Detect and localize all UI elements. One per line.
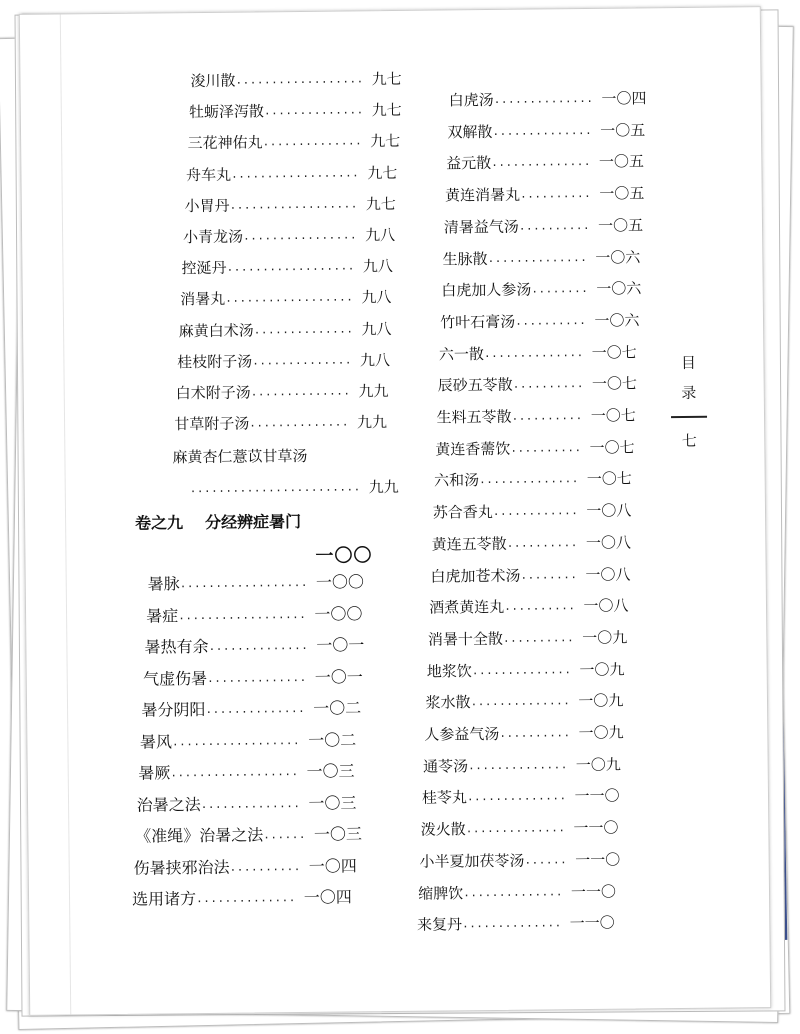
toc-entry-page: 一〇七 xyxy=(589,438,635,457)
toc-leader-dots: .............. xyxy=(483,345,584,360)
toc-entry-page: 一〇四 xyxy=(303,887,352,907)
toc-leader-dots: .............. xyxy=(463,884,564,899)
toc-entry-page: 一〇四 xyxy=(601,89,647,108)
toc-leader-dots: .............. xyxy=(249,415,350,430)
toc-entry xyxy=(183,225,395,247)
toc-entry-page: 九八 xyxy=(361,319,392,338)
toc-entry-page: 一〇七 xyxy=(591,374,638,394)
toc-entry xyxy=(179,319,392,341)
side-label-rule xyxy=(671,416,707,418)
toc-leader-dots: .............. xyxy=(468,757,568,772)
toc-entry xyxy=(421,818,619,840)
toc-entry-title: 《准绳》治暑之法 xyxy=(135,825,264,846)
toc-leader-dots: .................. xyxy=(179,575,309,591)
toc-entry-page: 一〇四 xyxy=(308,855,357,876)
toc-entry-page: 一〇九 xyxy=(578,723,624,743)
toc-entry-title: 竹叶石膏汤 xyxy=(440,312,516,332)
toc-entry-page: 一〇八 xyxy=(585,565,631,584)
toc-entry xyxy=(438,374,637,396)
toc-entry-page: 九九 xyxy=(358,382,389,401)
toc-entry xyxy=(140,730,356,752)
toc-entry-page: 一〇六 xyxy=(596,279,642,299)
toc-leader-dots: .......... xyxy=(519,187,592,201)
toc-entry-page: 九七 xyxy=(370,132,401,151)
toc-entry xyxy=(428,627,627,649)
toc-entry-page: 一〇七 xyxy=(590,406,636,425)
page-fold-line xyxy=(60,14,71,1014)
toc-leader-dots: .......... xyxy=(512,377,585,392)
side-label-page-number: 七 xyxy=(681,431,697,450)
toc-leader-dots: .............. xyxy=(487,250,588,265)
toc-page xyxy=(19,6,771,1016)
toc-entry-title: 苏合香丸 xyxy=(432,503,493,522)
toc-leader-dots: .......... xyxy=(518,218,591,233)
toc-entry-page: 九七 xyxy=(365,194,396,214)
toc-entry-page: 一〇八 xyxy=(585,533,631,552)
toc-entry xyxy=(444,215,643,237)
toc-entry-title: 通苓汤 xyxy=(423,756,469,776)
toc-entry-page: 一〇二 xyxy=(313,698,362,718)
toc-long-entry-leader xyxy=(190,477,399,499)
toc-entry-title: 暑症 xyxy=(146,605,179,626)
toc-leader-dots: .................. xyxy=(178,607,307,622)
toc-entry xyxy=(135,824,362,846)
toc-leader-dots: .......... xyxy=(499,726,571,740)
toc-entry-page: 九八 xyxy=(365,225,396,245)
section-page-number: 一〇〇 xyxy=(315,545,373,567)
toc-leader-dots: .......... xyxy=(515,313,587,328)
toc-entry xyxy=(423,754,621,776)
toc-entry xyxy=(449,88,647,110)
toc-entry-page: 一〇九 xyxy=(575,755,621,774)
toc-entry-page: 九八 xyxy=(359,350,391,370)
toc-entry xyxy=(146,604,362,626)
toc-leader-dots: .............. xyxy=(465,821,566,836)
toc-long-entry-title: 麻黄杏仁薏苡甘草汤 xyxy=(172,446,308,467)
toc-entry-title: 白虎加苍术汤 xyxy=(430,566,521,586)
toc-entry xyxy=(138,761,354,783)
toc-leader-dots: .................. xyxy=(225,290,354,306)
toc-leader-dots: .................. xyxy=(229,197,358,212)
toc-leader-dots: .............. xyxy=(491,155,592,170)
toc-entry-title: 白虎汤 xyxy=(448,90,494,110)
toc-leader-dots: .......... xyxy=(502,631,575,645)
toc-entry-page: 一〇一 xyxy=(316,635,365,655)
toc-entry-title: 甘草附子汤 xyxy=(174,414,250,434)
toc-entry-page: 一〇九 xyxy=(582,628,628,647)
toc-entry-page: 一一〇 xyxy=(574,787,620,806)
toc-entry-page: 九七 xyxy=(371,101,402,120)
toc-entry-page: 九七 xyxy=(367,163,398,182)
toc-leader-dots: .................. xyxy=(231,165,360,181)
toc-entry xyxy=(419,849,620,871)
toc-leader-dots: .............. xyxy=(479,472,579,487)
toc-entry xyxy=(132,887,352,909)
toc-entry-page: 一〇九 xyxy=(579,660,625,679)
toc-entry-title: 麻黄白术汤 xyxy=(178,321,254,340)
toc-entry-title: 浚川散 xyxy=(190,71,236,91)
toc-leader-dots: ........................ xyxy=(189,480,361,496)
toc-entry xyxy=(418,881,616,903)
toc-leader-dots: .............. xyxy=(208,638,309,653)
toc-leader-dots: .................. xyxy=(226,259,355,274)
toc-leader-dots: .......... xyxy=(510,440,582,455)
toc-entry xyxy=(417,913,615,935)
toc-entry xyxy=(143,667,363,689)
toc-entry-page: 一〇九 xyxy=(578,691,624,711)
toc-entry-page: 九九 xyxy=(368,477,399,497)
toc-leader-dots: .............. xyxy=(195,891,296,906)
toc-entry xyxy=(433,501,632,523)
toc-entry-title: 辰砂五苓散 xyxy=(437,376,513,395)
toc-entry-page: 一〇一 xyxy=(314,666,363,687)
toc-leader-dots: .............. xyxy=(250,384,351,399)
toc-entry xyxy=(436,405,635,427)
toc-entry xyxy=(434,469,632,491)
toc-leader-dots: .......... xyxy=(506,535,578,550)
toc-entry-page: 一〇八 xyxy=(583,596,629,616)
toc-entry-title: 三花神佑丸 xyxy=(187,133,263,153)
toc-entry-title: 小胃丹 xyxy=(184,196,230,215)
toc-entry-title: 小青龙汤 xyxy=(183,227,244,247)
toc-entry-page: 一一〇 xyxy=(569,913,615,933)
toc-entry-title: 黄连消暑丸 xyxy=(444,185,521,205)
toc-entry-title: 黄连香薷饮 xyxy=(435,439,511,459)
toc-entry xyxy=(447,120,645,142)
toc-entry xyxy=(141,698,361,720)
toc-leader-dots: .................. xyxy=(170,765,299,780)
toc-entry-title: 牡蛎泽泻散 xyxy=(188,102,265,122)
toc-entry-title: 酒煮黄连丸 xyxy=(429,598,505,617)
toc-entry-title: 益元散 xyxy=(446,154,492,173)
toc-entry-page: 一〇五 xyxy=(598,152,645,172)
toc-entry xyxy=(441,279,641,301)
toc-entry-title: 人参益气汤 xyxy=(424,724,500,744)
toc-entry-page: 一〇五 xyxy=(597,216,644,235)
toc-entry xyxy=(439,342,637,364)
toc-leader-dots: .................. xyxy=(171,733,301,748)
toc-leader-dots: ................ xyxy=(243,228,358,243)
toc-entry-page: 一〇〇 xyxy=(314,603,363,624)
toc-leader-dots: .............. xyxy=(206,670,307,685)
toc-leader-dots: .............. xyxy=(461,916,562,931)
toc-entry-title: 六和汤 xyxy=(433,471,480,490)
toc-entry-title: 暑热有余 xyxy=(144,636,209,657)
side-label xyxy=(668,348,709,456)
toc-entry-page: 一〇六 xyxy=(595,247,641,267)
toc-entry-page: 一〇七 xyxy=(586,469,632,489)
toc-entry-page: 一一〇 xyxy=(570,882,617,901)
toc-leader-dots: .............. xyxy=(205,701,306,716)
toc-entry-title: 暑厥 xyxy=(138,763,171,783)
toc-entry xyxy=(190,69,401,91)
toc-entry-page: 九八 xyxy=(362,257,393,276)
toc-entry-title: 暑脉 xyxy=(147,574,180,594)
toc-entry xyxy=(446,152,644,174)
toc-entry-title: 暑分阴阳 xyxy=(141,699,206,720)
toc-entry-title: 暑风 xyxy=(139,731,173,752)
section-volume: 卷之九 xyxy=(135,513,184,533)
toc-leader-dots: .............. xyxy=(470,694,571,709)
toc-entry-title: 白虎加人参汤 xyxy=(441,280,532,300)
toc-entry-title: 舟车丸 xyxy=(185,165,232,184)
toc-entry-title: 生脉散 xyxy=(442,249,488,268)
toc-leader-dots: .......... xyxy=(511,409,583,423)
toc-entry-page: 一〇三 xyxy=(313,824,363,844)
toc-entry-title: 泼火散 xyxy=(420,820,466,839)
toc-entry-title: 清暑益气汤 xyxy=(443,217,519,237)
toc-entry-page: 九七 xyxy=(371,69,402,89)
toc-entry-page: 一〇八 xyxy=(586,501,632,521)
toc-entry xyxy=(189,100,402,122)
toc-leader-dots: ............ xyxy=(492,504,579,519)
side-label-char-2: 录 xyxy=(681,383,697,402)
toc-entry xyxy=(430,564,630,586)
toc-entry-title: 黄连五苓散 xyxy=(431,534,507,554)
toc-entry-page: 一〇五 xyxy=(599,184,645,203)
toc-entry-title: 消暑丸 xyxy=(180,290,226,309)
toc-leader-dots: ........ xyxy=(520,567,578,582)
toc-leader-dots: .............. xyxy=(262,134,363,149)
toc-entry xyxy=(425,691,623,713)
toc-entry xyxy=(440,310,639,332)
toc-entry xyxy=(427,659,625,681)
toc-entry xyxy=(443,247,641,269)
toc-entry-title: 白术附子汤 xyxy=(175,383,251,403)
toc-entry xyxy=(429,596,628,618)
toc-entry xyxy=(174,412,387,434)
section-heading xyxy=(135,509,301,534)
toc-entry-title: 小半夏加茯苓汤 xyxy=(419,851,525,871)
toc-leader-dots: .............. xyxy=(471,662,572,677)
toc-entry-page: 一〇三 xyxy=(306,761,355,781)
toc-entry xyxy=(180,287,391,309)
toc-entry-page: 一〇〇 xyxy=(315,572,365,592)
toc-leader-dots: .............. xyxy=(200,796,301,811)
toc-entry-title: 桂枝附子汤 xyxy=(177,352,253,372)
toc-entry-page: 一〇六 xyxy=(594,311,640,330)
toc-leader-dots: .............. xyxy=(492,123,593,138)
toc-entry xyxy=(184,194,395,216)
toc-entry-title: 桂苓丸 xyxy=(421,788,468,808)
toc-leader-dots: .............. xyxy=(263,103,364,118)
toc-entry xyxy=(137,793,357,815)
toc-entry-title: 消暑十全散 xyxy=(427,629,504,649)
toc-entry-page: 一〇五 xyxy=(600,121,646,140)
toc-leader-dots: ...... xyxy=(263,827,307,842)
toc-entry-page: 一〇七 xyxy=(591,343,637,362)
toc-entry-title: 双解散 xyxy=(447,122,493,142)
toc-entry-title: 浆水散 xyxy=(425,693,471,712)
toc-entry xyxy=(445,183,644,205)
toc-entry xyxy=(148,572,364,594)
toc-entry-page: 九八 xyxy=(361,288,392,307)
toc-entry xyxy=(435,437,634,459)
toc-leader-dots: .............. xyxy=(252,353,353,368)
toc-leader-dots: .................. xyxy=(235,72,364,87)
toc-entry-page: 九九 xyxy=(356,413,388,432)
toc-leader-dots: .............. xyxy=(493,91,594,106)
toc-entry-title: 生料五苓散 xyxy=(436,407,512,427)
toc-entry xyxy=(182,256,393,278)
toc-entry xyxy=(422,786,620,808)
toc-entry xyxy=(144,635,364,657)
toc-entry-title: 选用诸方 xyxy=(131,889,197,909)
toc-entry-page: 一一〇 xyxy=(573,818,619,838)
toc-entry-title: 治暑之法 xyxy=(136,794,201,815)
toc-entry-title: 六一散 xyxy=(438,344,485,364)
toc-leader-dots: ........ xyxy=(531,282,589,296)
toc-entry xyxy=(176,381,389,403)
toc-leader-dots: .............. xyxy=(466,789,567,804)
toc-leader-dots: .......... xyxy=(504,599,576,614)
toc-entry-title: 气虚伤暑 xyxy=(142,668,208,689)
section-title: 分经辨症暑门 xyxy=(205,511,302,532)
side-label-char-1: 目 xyxy=(680,353,697,372)
toc-entry-page: 一〇二 xyxy=(308,729,357,750)
toc-leader-dots: ...... xyxy=(524,853,568,867)
toc-entry-title: 控涎丹 xyxy=(181,258,227,278)
toc-leader-dots: .............. xyxy=(253,322,354,337)
toc-entry-title: 伤暑挟邪治法 xyxy=(133,857,230,878)
toc-entry-page: 一一〇 xyxy=(575,850,621,869)
toc-entry-page: 一〇三 xyxy=(308,792,357,813)
toc-leader-dots: .......... xyxy=(229,859,301,874)
toc-entry xyxy=(187,131,400,153)
toc-entry xyxy=(186,163,397,185)
toc-entry-title: 来复丹 xyxy=(416,915,463,934)
toc-entry xyxy=(134,856,357,878)
toc-entry-title: 地浆饮 xyxy=(426,661,472,681)
toc-entry-title: 缩脾饮 xyxy=(418,883,464,903)
toc-entry xyxy=(424,723,623,745)
toc-entry xyxy=(177,350,390,372)
toc-entry xyxy=(432,532,631,554)
